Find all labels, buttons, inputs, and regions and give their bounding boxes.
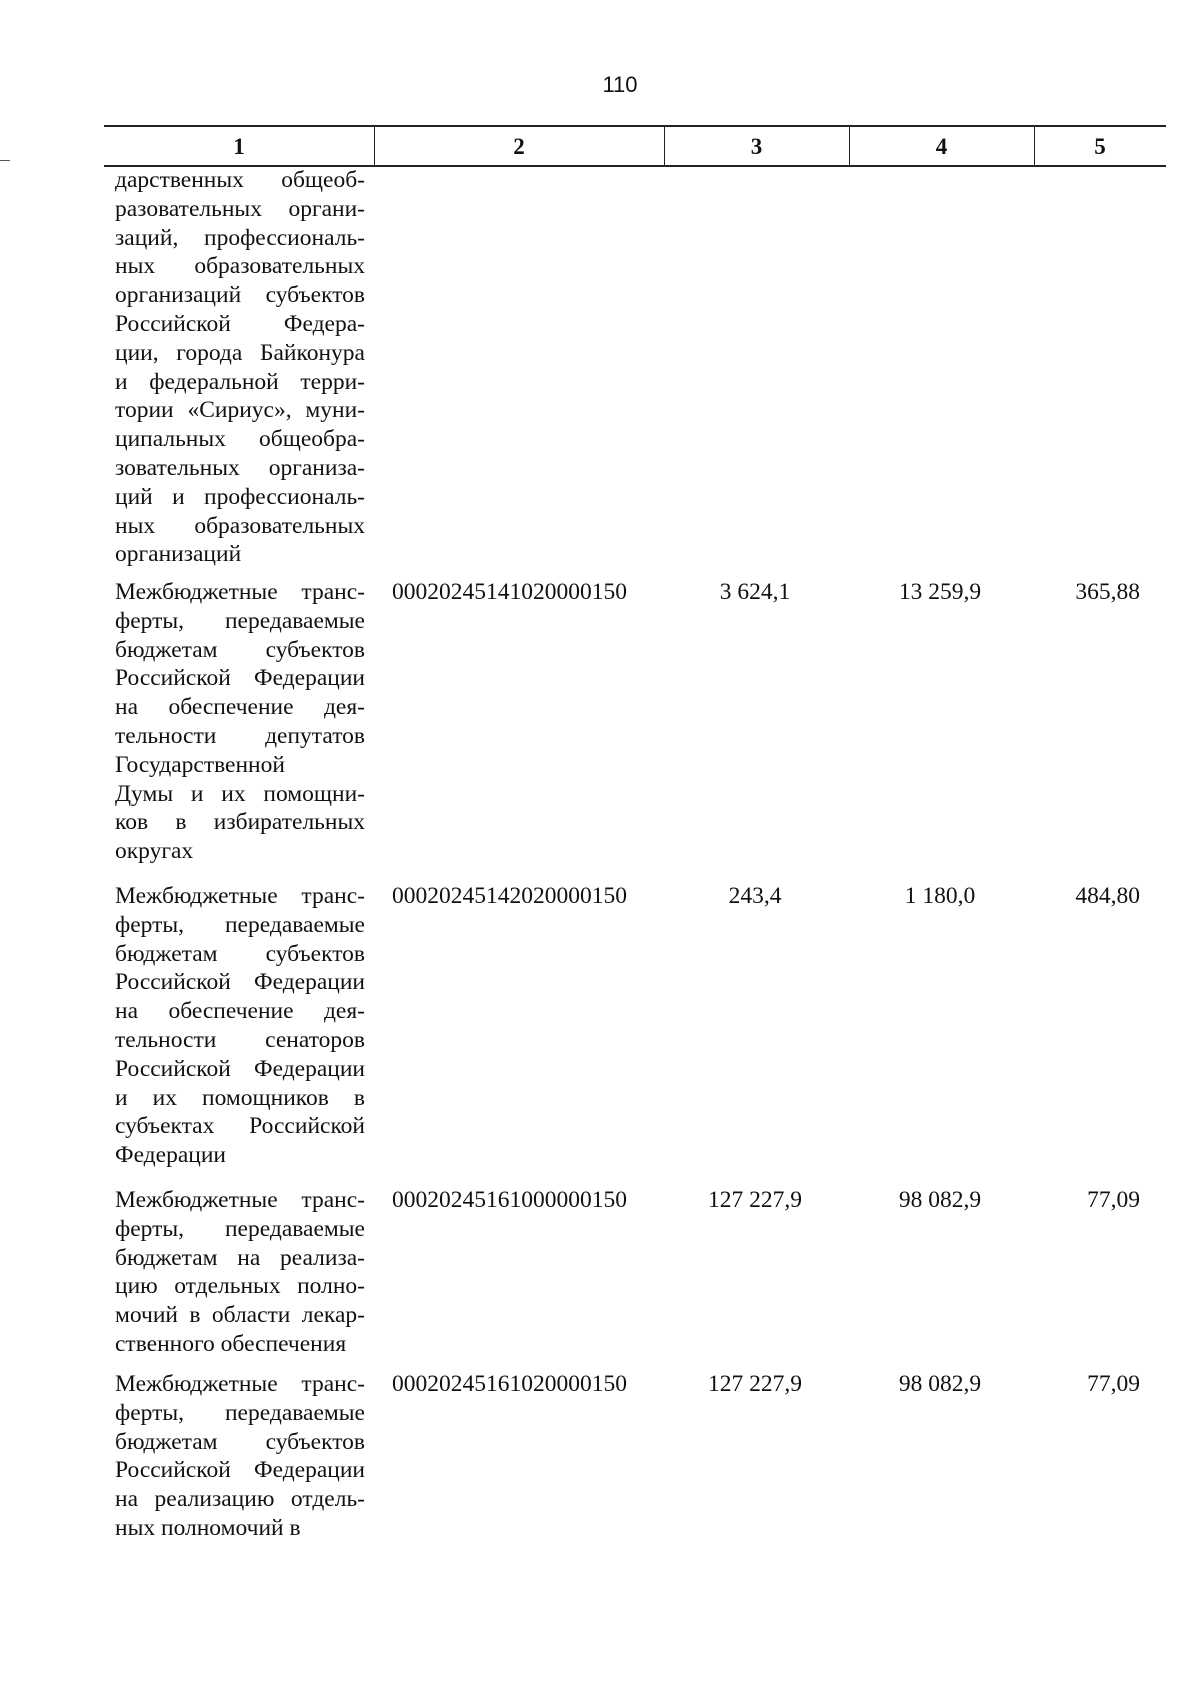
row-name-line: ных образовательных [115, 253, 365, 280]
page-number: 110 [602, 72, 638, 97]
row-name-line: ственного обеспечения [115, 1330, 347, 1357]
row-name-line: Российской Федерации [115, 1457, 365, 1484]
row-name-line: Межбюджетные транс- [115, 579, 365, 605]
row-name-line: Межбюджетные транс- [115, 883, 365, 909]
column-header-4: 4 [935, 134, 948, 159]
row-name-line: ципальных общеобра- [115, 426, 365, 453]
column-header-2: 2 [513, 134, 525, 159]
row-value-col3: 127 227,9 [708, 1187, 802, 1213]
row-name-line: округах [115, 838, 194, 865]
row-name-line: ных полномочий в [115, 1514, 301, 1541]
row-value-col4: 98 082,9 [898, 1187, 982, 1213]
row-name-line: субъектах Российской [115, 1113, 365, 1140]
row-name-line: Российской Федерации [115, 1055, 365, 1082]
row-name-line: Российской Федерации [115, 969, 365, 996]
row-name [115, 166, 365, 569]
row-name-line: ферты, передаваемые [115, 1399, 365, 1426]
column-header-1: 1 [233, 134, 245, 159]
row-value-col5: 484,80 [1075, 883, 1140, 909]
row-name-line: ферты, передаваемые [115, 911, 365, 938]
row-name-line: ции, города Байконура [115, 339, 365, 366]
row-name-line: тории «Сириус», муни- [115, 397, 365, 424]
row-name-line: ков в избирательных [115, 809, 365, 836]
row-name-line: Межбюджетные транс- [115, 1187, 365, 1213]
row-value-col3: 243,4 [728, 883, 782, 909]
scan-mark [0, 160, 10, 161]
row-name-line: тельности депутатов [115, 722, 365, 749]
row-name [115, 1370, 365, 1543]
row-name-line: разовательных органи- [115, 195, 365, 222]
row-name-line: Российской Федерации [115, 665, 365, 692]
row-value-col5: 365,88 [1075, 579, 1140, 605]
row-name-line: Государственной [115, 751, 285, 778]
row-name [115, 882, 365, 1170]
row-code: 00020245161000000150 [392, 1187, 627, 1213]
row-value-col5: 77,09 [1087, 1371, 1140, 1397]
row-name [115, 1186, 365, 1359]
row-name-line: бюджетам субъектов [115, 940, 365, 967]
row-name-line: тельности сенаторов [115, 1026, 365, 1053]
row-name-line: мочий в области лекар- [115, 1302, 365, 1329]
column-header-3: 3 [750, 134, 763, 159]
row-value-col4: 13 259,9 [898, 579, 982, 605]
row-name-line: ных образовательных [115, 512, 365, 539]
row-name-line: и федеральной терри- [115, 368, 365, 395]
row-name-line: бюджетам на реализа- [115, 1244, 365, 1271]
row-name-line: бюджетам субъектов [115, 1428, 365, 1455]
row-value-col5: 77,09 [1087, 1187, 1140, 1213]
row-value-col4: 1 180,0 [904, 883, 976, 909]
row-name [115, 578, 365, 866]
row-name-line: бюджетам субъектов [115, 636, 365, 663]
row-name-line: Российской Федера- [115, 310, 365, 337]
row-name-line: на реализацию отдель- [115, 1486, 365, 1513]
row-value-col4: 98 082,9 [898, 1371, 982, 1397]
row-name-line: организаций [115, 541, 242, 568]
row-name-line: на обеспечение дея- [115, 694, 365, 721]
column-header-5: 5 [1094, 134, 1106, 159]
row-name-line: ферты, передаваемые [115, 1215, 365, 1242]
row-value-col3: 3 624,1 [719, 579, 791, 605]
table-header [104, 125, 1166, 167]
row-value-col3: 127 227,9 [708, 1371, 802, 1397]
row-name-line: Межбюджетные транс- [115, 1371, 365, 1397]
row-code: 00020245142020000150 [392, 883, 627, 909]
row-name-line: и их помощников в [115, 1084, 365, 1111]
row-name-line: цию отдельных полно- [115, 1273, 365, 1300]
row-name-line: дарственных общеоб- [115, 167, 365, 193]
row-code: 00020245141020000150 [392, 579, 627, 605]
row-name-line: Думы и их помощни- [115, 780, 365, 807]
row-code: 00020245161020000150 [392, 1371, 627, 1397]
row-name-line: организаций субъектов [115, 282, 365, 309]
row-name-line: заций, профессиональ- [115, 224, 365, 251]
row-name-line: ферты, передаваемые [115, 607, 365, 634]
row-name-line: на обеспечение дея- [115, 998, 365, 1025]
row-name-line: зовательных организа- [115, 454, 365, 481]
row-name-line: Федерации [115, 1142, 226, 1169]
row-name-line: ций и профессиональ- [115, 483, 365, 510]
